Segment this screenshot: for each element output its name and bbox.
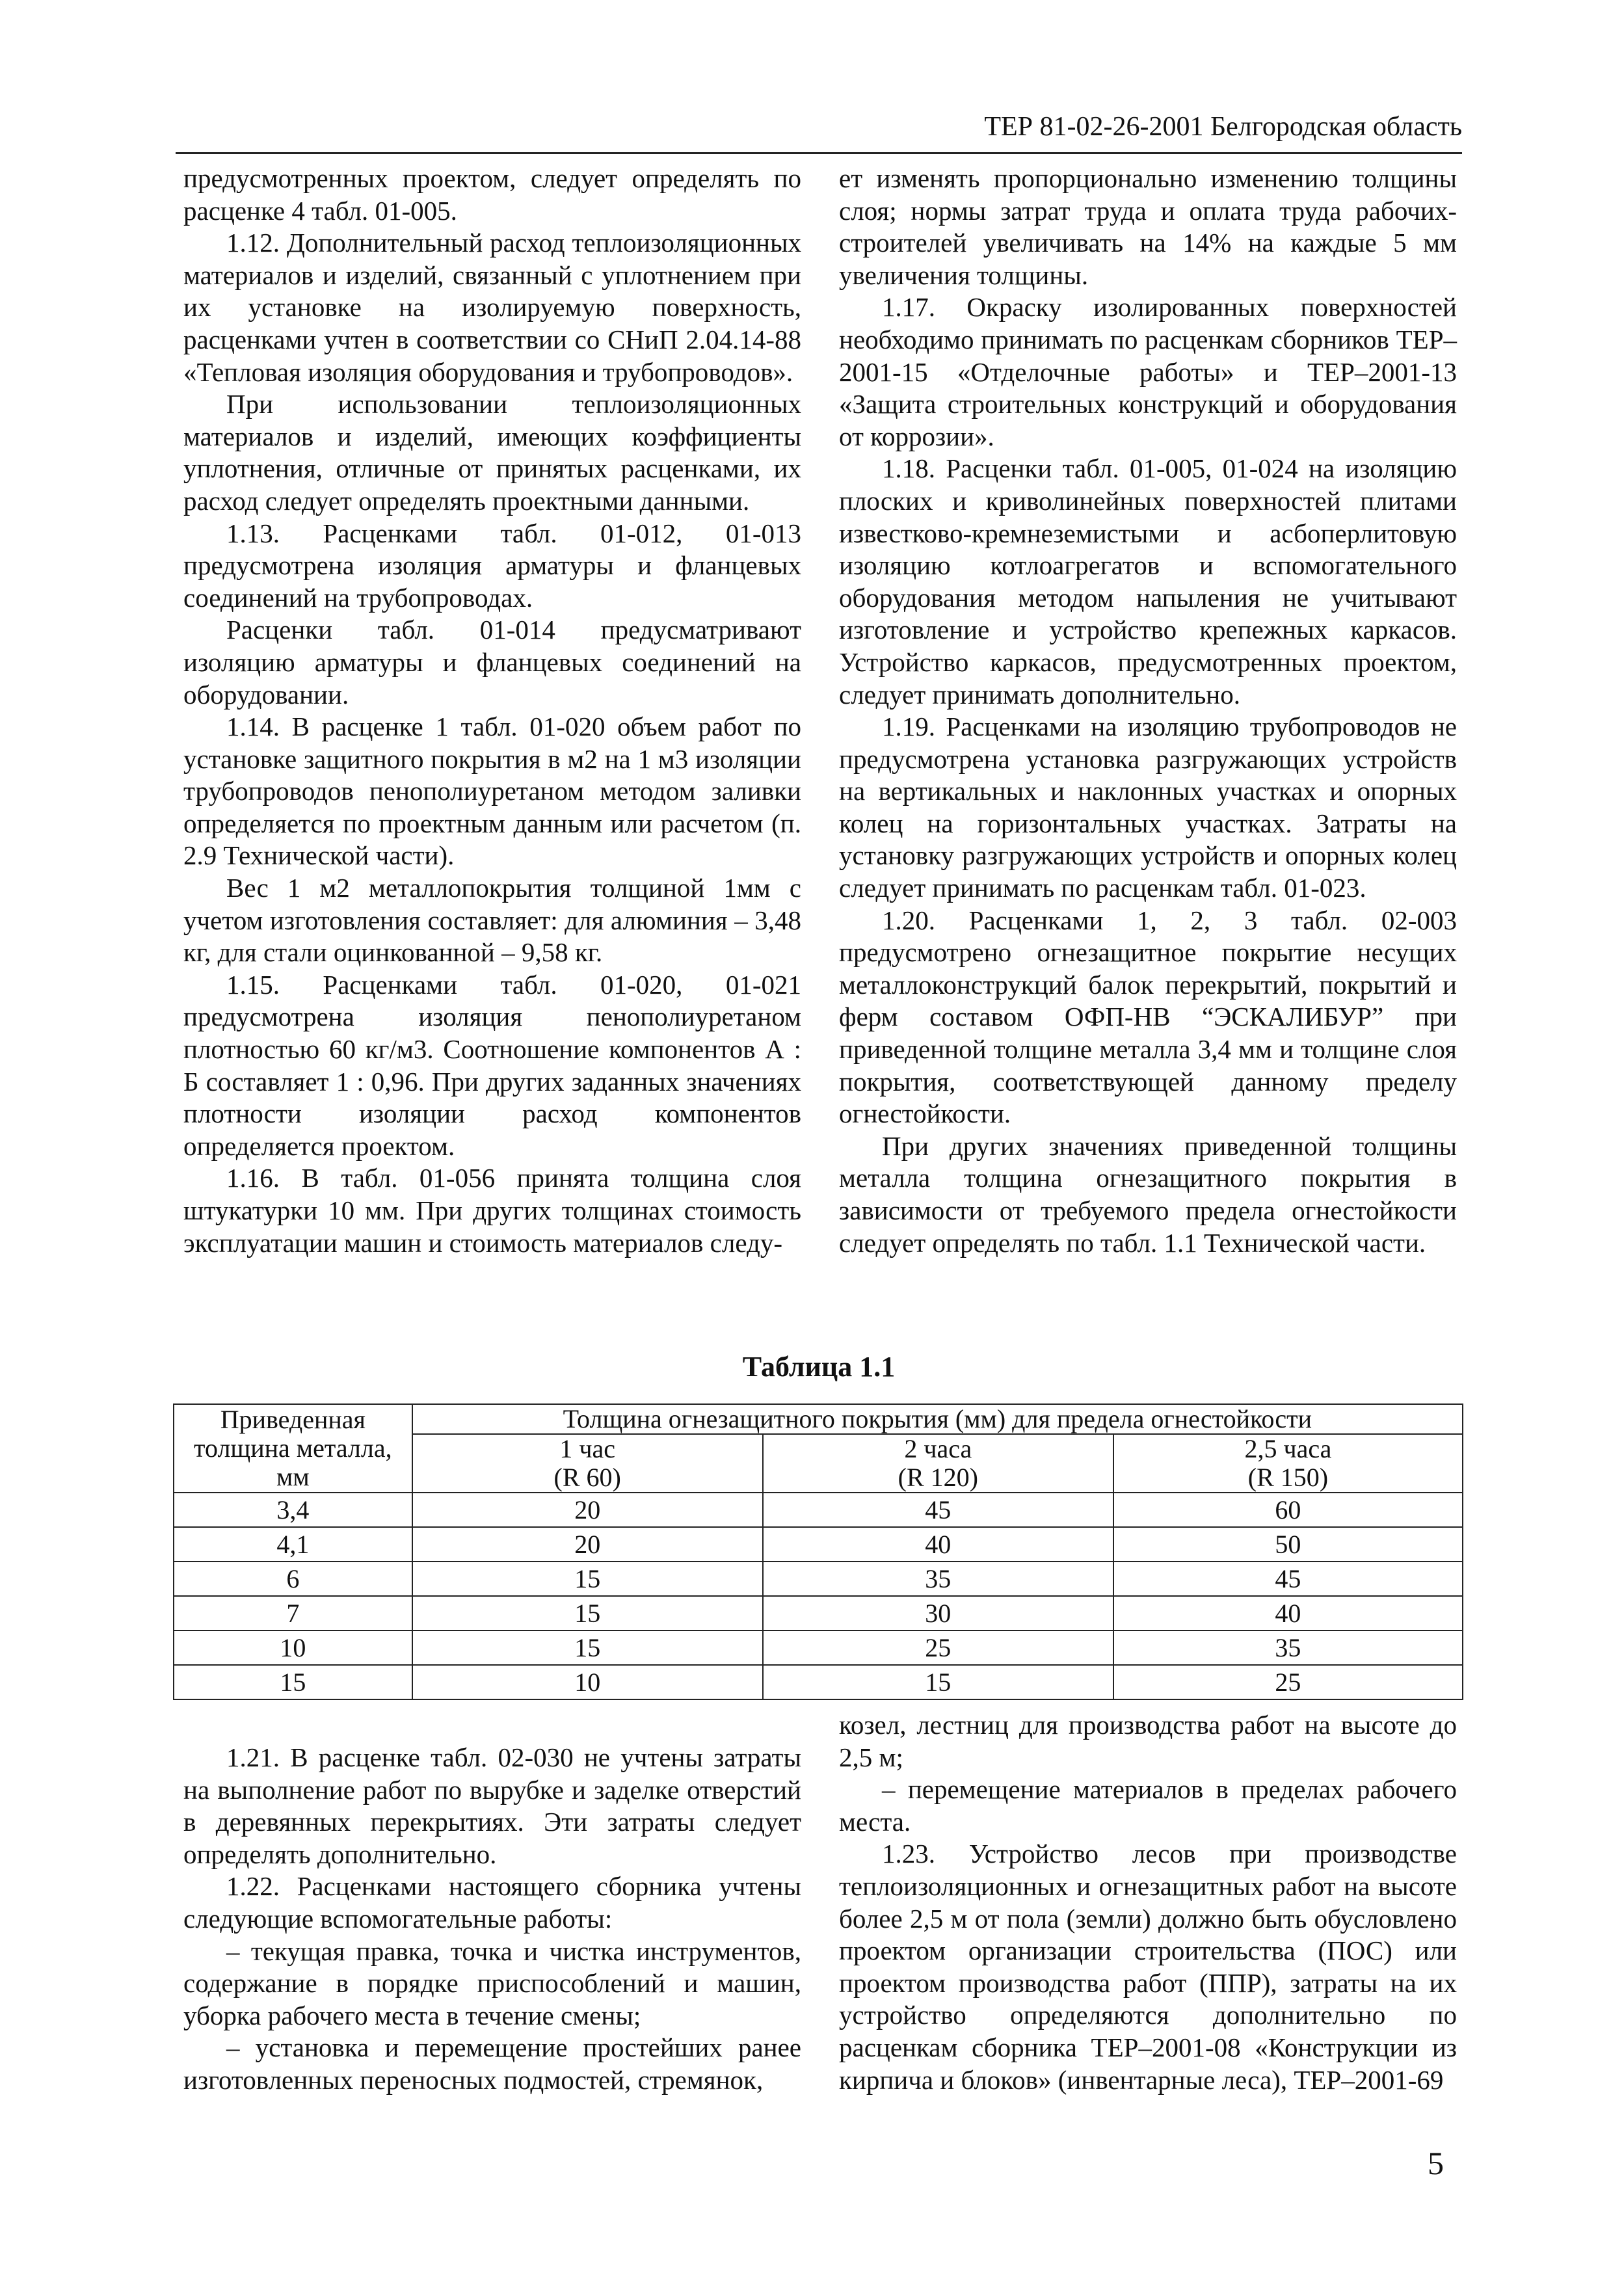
table-row [174, 1596, 1463, 1630]
running-header: ТЕР 81-02-26-2001 Белгородская область [984, 112, 1462, 142]
column-header-1h: 1 час (R 60) [412, 1434, 763, 1493]
table-cell: 10 [412, 1665, 763, 1699]
paragraph: 1.14. В расценке 1 табл. 01-020 объем работ по установке защитного покрытия в м2 на 1 м3 изоляции трубопроводов пенополиуретаном методом заливки определяется по проектным данным или расчетом (п. 2.9 Технической части). [183, 712, 801, 871]
table-cell: 40 [763, 1527, 1113, 1562]
paragraph: – перемещение материалов в пределах рабочего места. [839, 1774, 1457, 1837]
paragraph: 1.19. Расценками на изоляцию трубопроводов не предусмотрена установка разгружающих устройств на вертикальных и наклонных участках и опорных колец на горизонтальных участках. Затраты на установку разгружающих устройств и опорных колец следует принимать по расценкам табл. 01-023. [839, 712, 1457, 903]
page-number: 5 [1428, 2145, 1444, 2181]
table-row [174, 1665, 1463, 1699]
table-cell: 30 [763, 1596, 1113, 1630]
table-cell: 60 [1113, 1493, 1463, 1527]
table-cell: 4,1 [174, 1527, 412, 1562]
table-cell: 15 [412, 1562, 763, 1596]
paragraph: 1.18. Расценки табл. 01-005, 01-024 на изоляцию плоских и криволинейных поверхностей плитами известково-кремнеземистыми и асбоперлитовую изоляцию котлоагрегатов и вспомогательного оборудования методом напыления не учитывают изготовление и устройство крепежных каркасов. Устройство каркасов, предусмотренных проектом, следует принимать дополнительно. [839, 453, 1457, 710]
text-column-top-left [183, 163, 801, 1259]
row-header-cell: Приведенная толщина металла, мм [174, 1404, 412, 1493]
table-cell: 40 [1113, 1596, 1463, 1630]
table-cell: 35 [763, 1562, 1113, 1596]
header-rule [176, 152, 1462, 154]
table-body [174, 1493, 1463, 1699]
table-cell: 35 [1113, 1630, 1463, 1665]
group-header-cell: Толщина огнезащитного покрытия (мм) для предела огнестойкости [412, 1404, 1463, 1434]
paragraph: 1.15. Расценками табл. 01-020, 01-021 предусмотрена изоляция пенополиуретаном плотностью 60 кг/м3. Соотношение компонентов А : Б составляет 1 : 0,96. При других заданных значениях плотности изоляции расход компонентов определяется проектом. [183, 969, 801, 1161]
text-column-top-right [839, 163, 1457, 1259]
table-cell: 15 [174, 1665, 412, 1699]
table-cell: 25 [763, 1630, 1113, 1665]
paragraph: 1.21. В расценке табл. 02-030 не учтены затраты на выполнение работ по вырубке и заделке отверстий в деревянных перекрытиях. Эти затраты следует определять дополнительно. [183, 1742, 801, 1869]
table-row [174, 1493, 1463, 1527]
table-cell: 45 [763, 1493, 1113, 1527]
paragraph: – текущая правка, точка и чистка инструментов, содержание в порядке приспособлений и машин, уборка рабочего места в течение смены; [183, 1935, 801, 2030]
paragraph: предусмотренных проектом, следует определять по расценке 4 табл. 01-005. [183, 163, 801, 226]
paragraph: 1.17. Окраску изолированных поверхностей необходимо принимать по расценкам сборников ТЕР–2001-15 «Отделочные работы» и ТЕР–2001-13 «Защита строительных конструкций и оборудования от коррозии». [839, 292, 1457, 451]
table-cell: 15 [763, 1665, 1113, 1699]
paragraph: При других значениях приведенной толщины металла толщина огнезащитного покрытия в зависимости от требуемого предела огнестойкости следует определять по табл. 1.1 Технической части. [839, 1130, 1457, 1258]
paragraph: 1.20. Расценками 1, 2, 3 табл. 02-003 предусмотрено огнезащитное покрытие несущих металлоконструкций балок перекрытий, покрытий и ферм составом ОФП-НВ “ЭСКАЛИБУР” при приведенной толщине металла 3,4 мм и толщине слоя покрытия, соответствующей данному пределу огнестойкости. [839, 905, 1457, 1129]
fire-protection-table [173, 1403, 1463, 1700]
table-caption: Таблица 1.1 [742, 1351, 896, 1383]
paragraph: ет изменять пропорционально изменению толщины слоя; нормы затрат труда и оплата труда рабочих-строителей увеличивать на 14% на каждые 5 мм увеличения толщины. [839, 163, 1457, 290]
paragraph: 1.23. Устройство лесов при производстве теплоизоляционных и огнезащитных работ на высоте более 2,5 м от пола (земли) должно быть обусловлено проектом организации строительства (ПОС) или проектом производства работ (ППР), затраты на их устройство определяются дополнительно по расценкам сборника ТЕР–2001-08 «Конструкции из кирпича и блоков» (инвентарные леса), ТЕР–2001-69 [839, 1839, 1457, 2095]
column-header-2h: 2 часа (R 120) [763, 1434, 1113, 1493]
table-row [174, 1562, 1463, 1596]
table-cell: 50 [1113, 1527, 1463, 1562]
paragraph: Вес 1 м2 металлопокрытия толщиной 1мм с учетом изготовления составляет: для алюминия – 3,48 кг, для стали оцинкованной – 9,58 кг. [183, 873, 801, 968]
text-column-bottom-right [839, 1709, 1457, 2096]
paragraph: козел, лестниц для производства работ на высоте до 2,5 м; [839, 1710, 1457, 1772]
paragraph: 1.16. В табл. 01-056 принята толщина слоя штукатурки 10 мм. При других толщинах стоимость эксплуатации машин и стоимость материалов следу- [183, 1163, 801, 1258]
table-cell: 15 [412, 1596, 763, 1630]
table-cell: 20 [412, 1527, 763, 1562]
paragraph: При использовании теплоизоляционных материалов и изделий, имеющих коэффициенты уплотнения, отличные от принятых расценками, их расход следует определять проектными данными. [183, 389, 801, 516]
table-cell: 25 [1113, 1665, 1463, 1699]
table-cell: 10 [174, 1630, 412, 1665]
paragraph: 1.22. Расценками настоящего сборника учтены следующие вспомогательные работы: [183, 1871, 801, 1934]
text-column-bottom-left [183, 1742, 801, 2097]
table-cell: 20 [412, 1493, 763, 1527]
paragraph: 1.12. Дополнительный расход теплоизоляционных материалов и изделий, связанный с уплотнением при их установке на изолируемую поверхность, расценками учтен в соответствии со СНиП 2.04.14-88 «Тепловая изоляция оборудования и трубопроводов». [183, 228, 801, 387]
table-cell: 7 [174, 1596, 412, 1630]
paragraph: – установка и перемещение простейших ранее изготовленных переносных подмостей, стремянок, [183, 2032, 801, 2095]
paragraph: 1.13. Расценками табл. 01-012, 01-013 предусмотрена изоляция арматуры и фланцевых соединений на трубопроводах. [183, 518, 801, 613]
table-cell: 3,4 [174, 1493, 412, 1527]
paragraph: Расценки табл. 01-014 предусматривают изоляцию арматуры и фланцевых соединений на оборудовании. [183, 615, 801, 710]
table-row [174, 1527, 1463, 1562]
column-header-2-5h: 2,5 часа (R 150) [1113, 1434, 1463, 1493]
table-cell: 45 [1113, 1562, 1463, 1596]
table-row [174, 1630, 1463, 1665]
table-cell: 6 [174, 1562, 412, 1596]
table-cell: 15 [412, 1630, 763, 1665]
